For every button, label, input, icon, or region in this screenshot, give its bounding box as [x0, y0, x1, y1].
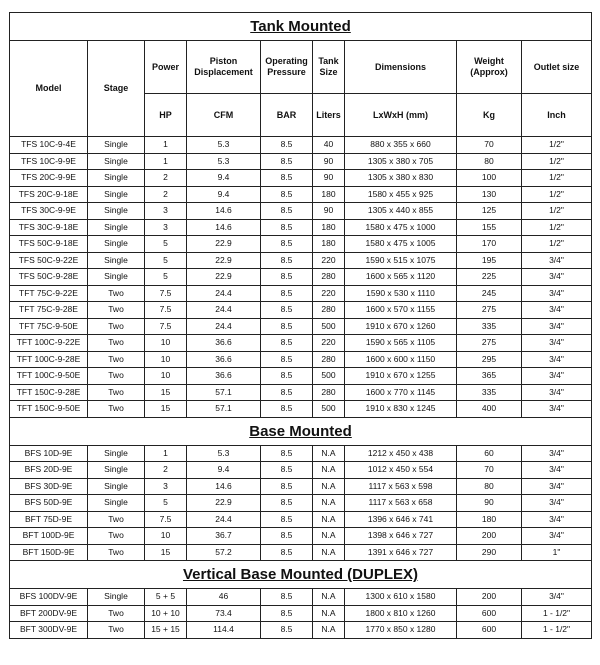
cell-piston: 5.3: [187, 153, 261, 170]
cell-stage: Two: [88, 622, 145, 639]
cell-tank-size: N.A: [313, 495, 345, 512]
cell-dimensions: 1600 x 770 x 1145: [345, 384, 457, 401]
unit-weight: Kg: [457, 94, 522, 137]
cell-pressure: 8.5: [261, 219, 313, 236]
header-pressure: Operating Pressure: [261, 41, 313, 94]
cell-outlet: 3/4": [522, 335, 592, 352]
cell-tank-size: N.A: [313, 528, 345, 545]
cell-outlet: 3/4": [522, 285, 592, 302]
cell-tank-size: 180: [313, 186, 345, 203]
cell-dimensions: 1600 x 565 x 1120: [345, 269, 457, 286]
cell-pressure: 8.5: [261, 622, 313, 639]
section-title-base: Base Mounted: [10, 417, 592, 445]
cell-dimensions: 1600 x 570 x 1155: [345, 302, 457, 319]
spec-table-container: [9, 12, 591, 639]
cell-weight: 100: [457, 170, 522, 187]
table-row: [10, 203, 592, 220]
cell-model: BFT 200DV-9E: [10, 605, 88, 622]
cell-outlet: 3/4": [522, 589, 592, 606]
cell-dimensions: 1770 x 850 x 1280: [345, 622, 457, 639]
cell-tank-size: N.A: [313, 544, 345, 561]
cell-tank-size: 220: [313, 285, 345, 302]
cell-power: 5: [145, 269, 187, 286]
cell-power: 3: [145, 203, 187, 220]
cell-piston: 22.9: [187, 236, 261, 253]
cell-tank-size: 90: [313, 153, 345, 170]
cell-tank-size: 500: [313, 368, 345, 385]
cell-power: 15 + 15: [145, 622, 187, 639]
cell-weight: 200: [457, 589, 522, 606]
cell-tank-size: 280: [313, 351, 345, 368]
cell-dimensions: 1800 x 810 x 1260: [345, 605, 457, 622]
cell-dimensions: 1910 x 830 x 1245: [345, 401, 457, 418]
cell-dimensions: 1305 x 380 x 705: [345, 153, 457, 170]
header-piston: Piston Displacement: [187, 41, 261, 94]
table-row: [10, 351, 592, 368]
cell-tank-size: 280: [313, 384, 345, 401]
cell-model: BFT 100D-9E: [10, 528, 88, 545]
cell-stage: Two: [88, 351, 145, 368]
cell-piston: 14.6: [187, 203, 261, 220]
cell-pressure: 8.5: [261, 335, 313, 352]
cell-power: 15: [145, 384, 187, 401]
cell-pressure: 8.5: [261, 528, 313, 545]
cell-power: 15: [145, 401, 187, 418]
cell-piston: 14.6: [187, 219, 261, 236]
cell-weight: 290: [457, 544, 522, 561]
cell-power: 3: [145, 219, 187, 236]
cell-dimensions: 1590 x 515 x 1075: [345, 252, 457, 269]
compressor-spec-table: [9, 12, 592, 639]
cell-piston: 36.6: [187, 351, 261, 368]
cell-piston: 14.6: [187, 478, 261, 495]
cell-outlet: 1 - 1/2": [522, 622, 592, 639]
cell-power: 7.5: [145, 285, 187, 302]
cell-tank-size: 40: [313, 137, 345, 154]
cell-tank-size: 280: [313, 302, 345, 319]
cell-dimensions: 1590 x 530 x 1110: [345, 285, 457, 302]
cell-outlet: 3/4": [522, 302, 592, 319]
cell-model: BFT 75D-9E: [10, 511, 88, 528]
cell-tank-size: 180: [313, 236, 345, 253]
cell-model: TFS 10C-9-9E: [10, 153, 88, 170]
cell-model: TFT 150C-9-50E: [10, 401, 88, 418]
cell-piston: 9.4: [187, 462, 261, 479]
table-row: [10, 335, 592, 352]
cell-dimensions: 1590 x 565 x 1105: [345, 335, 457, 352]
cell-piston: 24.4: [187, 318, 261, 335]
table-row: [10, 236, 592, 253]
cell-power: 5: [145, 252, 187, 269]
cell-pressure: 8.5: [261, 186, 313, 203]
cell-dimensions: 1398 x 646 x 727: [345, 528, 457, 545]
cell-model: TFT 75C-9-50E: [10, 318, 88, 335]
cell-outlet: 3/4": [522, 401, 592, 418]
cell-weight: 130: [457, 186, 522, 203]
table-row: [10, 622, 592, 639]
cell-piston: 36.6: [187, 335, 261, 352]
cell-outlet: 3/4": [522, 462, 592, 479]
cell-pressure: 8.5: [261, 351, 313, 368]
table-row: [10, 269, 592, 286]
cell-dimensions: 1580 x 455 x 925: [345, 186, 457, 203]
cell-pressure: 8.5: [261, 401, 313, 418]
cell-outlet: 3/4": [522, 511, 592, 528]
cell-piston: 22.9: [187, 495, 261, 512]
cell-weight: 335: [457, 384, 522, 401]
cell-pressure: 8.5: [261, 462, 313, 479]
cell-pressure: 8.5: [261, 605, 313, 622]
cell-stage: Two: [88, 511, 145, 528]
cell-pressure: 8.5: [261, 495, 313, 512]
cell-weight: 90: [457, 495, 522, 512]
cell-power: 10: [145, 351, 187, 368]
table-row: [10, 511, 592, 528]
cell-power: 7.5: [145, 302, 187, 319]
cell-model: TFT 150C-9-28E: [10, 384, 88, 401]
cell-weight: 275: [457, 302, 522, 319]
cell-model: BFS 50D-9E: [10, 495, 88, 512]
cell-outlet: 3/4": [522, 495, 592, 512]
cell-weight: 275: [457, 335, 522, 352]
cell-outlet: 1/2": [522, 203, 592, 220]
cell-model: BFS 20D-9E: [10, 462, 88, 479]
unit-outlet: Inch: [522, 94, 592, 137]
cell-outlet: 1 - 1/2": [522, 605, 592, 622]
cell-power: 1: [145, 137, 187, 154]
cell-weight: 60: [457, 445, 522, 462]
cell-power: 5 + 5: [145, 589, 187, 606]
cell-weight: 600: [457, 622, 522, 639]
cell-outlet: 3/4": [522, 351, 592, 368]
cell-model: TFS 30C-9-9E: [10, 203, 88, 220]
table-row: [10, 285, 592, 302]
unit-dimensions: LxWxH (mm): [345, 94, 457, 137]
cell-dimensions: 1910 x 670 x 1255: [345, 368, 457, 385]
cell-piston: 57.1: [187, 384, 261, 401]
cell-outlet: 3/4": [522, 528, 592, 545]
cell-pressure: 8.5: [261, 203, 313, 220]
cell-power: 10: [145, 528, 187, 545]
cell-piston: 57.1: [187, 401, 261, 418]
cell-weight: 80: [457, 478, 522, 495]
cell-outlet: 3/4": [522, 269, 592, 286]
cell-weight: 335: [457, 318, 522, 335]
table-row: [10, 368, 592, 385]
cell-weight: 70: [457, 462, 522, 479]
cell-outlet: 1": [522, 544, 592, 561]
cell-weight: 125: [457, 203, 522, 220]
cell-weight: 225: [457, 269, 522, 286]
cell-pressure: 8.5: [261, 384, 313, 401]
cell-pressure: 8.5: [261, 589, 313, 606]
cell-stage: Single: [88, 462, 145, 479]
cell-pressure: 8.5: [261, 302, 313, 319]
cell-stage: Single: [88, 219, 145, 236]
cell-pressure: 8.5: [261, 153, 313, 170]
cell-stage: Two: [88, 318, 145, 335]
cell-piston: 24.4: [187, 285, 261, 302]
cell-stage: Two: [88, 528, 145, 545]
cell-stage: Two: [88, 544, 145, 561]
cell-stage: Two: [88, 384, 145, 401]
cell-piston: 22.9: [187, 252, 261, 269]
cell-pressure: 8.5: [261, 511, 313, 528]
cell-pressure: 8.5: [261, 318, 313, 335]
cell-model: TFS 10C-9-4E: [10, 137, 88, 154]
cell-stage: Single: [88, 236, 145, 253]
cell-piston: 57.2: [187, 544, 261, 561]
cell-model: BFS 30D-9E: [10, 478, 88, 495]
cell-outlet: 1/2": [522, 137, 592, 154]
cell-tank-size: N.A: [313, 589, 345, 606]
cell-tank-size: 220: [313, 252, 345, 269]
table-row: [10, 302, 592, 319]
cell-piston: 73.4: [187, 605, 261, 622]
table-row: [10, 252, 592, 269]
cell-outlet: 1/2": [522, 236, 592, 253]
cell-outlet: 3/4": [522, 384, 592, 401]
cell-piston: 24.4: [187, 302, 261, 319]
cell-piston: 24.4: [187, 511, 261, 528]
cell-dimensions: 880 x 355 x 660: [345, 137, 457, 154]
cell-weight: 200: [457, 528, 522, 545]
cell-weight: 70: [457, 137, 522, 154]
cell-power: 5: [145, 236, 187, 253]
cell-tank-size: N.A: [313, 605, 345, 622]
table-row: [10, 495, 592, 512]
cell-stage: Single: [88, 589, 145, 606]
cell-piston: 36.7: [187, 528, 261, 545]
cell-power: 10: [145, 335, 187, 352]
table-row: [10, 445, 592, 462]
cell-dimensions: 1117 x 563 x 598: [345, 478, 457, 495]
cell-stage: Two: [88, 285, 145, 302]
cell-power: 5: [145, 495, 187, 512]
cell-power: 7.5: [145, 318, 187, 335]
cell-dimensions: 1305 x 380 x 830: [345, 170, 457, 187]
cell-tank-size: N.A: [313, 462, 345, 479]
cell-power: 2: [145, 186, 187, 203]
section-title-tank: Tank Mounted: [10, 13, 592, 41]
unit-piston: CFM: [187, 94, 261, 137]
table-row: [10, 384, 592, 401]
cell-piston: 9.4: [187, 186, 261, 203]
section-row: [10, 417, 592, 445]
cell-tank-size: 90: [313, 170, 345, 187]
cell-piston: 9.4: [187, 170, 261, 187]
cell-pressure: 8.5: [261, 236, 313, 253]
cell-dimensions: 1305 x 440 x 855: [345, 203, 457, 220]
header-power: Power: [145, 41, 187, 94]
cell-power: 7.5: [145, 511, 187, 528]
cell-model: TFT 75C-9-22E: [10, 285, 88, 302]
cell-dimensions: 1012 x 450 x 554: [345, 462, 457, 479]
cell-outlet: 3/4": [522, 445, 592, 462]
cell-dimensions: 1580 x 475 x 1000: [345, 219, 457, 236]
cell-tank-size: N.A: [313, 445, 345, 462]
cell-tank-size: 280: [313, 269, 345, 286]
header-row: [10, 41, 592, 94]
cell-outlet: 1/2": [522, 153, 592, 170]
cell-stage: Single: [88, 137, 145, 154]
cell-model: TFS 50C-9-28E: [10, 269, 88, 286]
cell-model: TFT 100C-9-22E: [10, 335, 88, 352]
cell-stage: Two: [88, 335, 145, 352]
cell-tank-size: 500: [313, 318, 345, 335]
unit-power: HP: [145, 94, 187, 137]
cell-outlet: 1/2": [522, 219, 592, 236]
cell-stage: Single: [88, 186, 145, 203]
cell-tank-size: 180: [313, 219, 345, 236]
cell-power: 1: [145, 445, 187, 462]
table-row: [10, 462, 592, 479]
cell-power: 2: [145, 462, 187, 479]
cell-model: BFS 10D-9E: [10, 445, 88, 462]
cell-pressure: 8.5: [261, 478, 313, 495]
cell-stage: Single: [88, 269, 145, 286]
cell-weight: 600: [457, 605, 522, 622]
cell-tank-size: 90: [313, 203, 345, 220]
cell-weight: 170: [457, 236, 522, 253]
cell-pressure: 8.5: [261, 170, 313, 187]
cell-dimensions: 1391 x 646 x 727: [345, 544, 457, 561]
cell-outlet: 3/4": [522, 368, 592, 385]
cell-model: TFS 50C-9-22E: [10, 252, 88, 269]
cell-stage: Single: [88, 153, 145, 170]
cell-tank-size: N.A: [313, 478, 345, 495]
cell-model: TFS 20C-9-18E: [10, 186, 88, 203]
cell-outlet: 1/2": [522, 186, 592, 203]
cell-weight: 245: [457, 285, 522, 302]
table-row: [10, 137, 592, 154]
table-row: [10, 401, 592, 418]
unit-pressure: BAR: [261, 94, 313, 137]
table-row: [10, 170, 592, 187]
cell-stage: Single: [88, 478, 145, 495]
cell-stage: Single: [88, 252, 145, 269]
table-row: [10, 219, 592, 236]
cell-dimensions: 1212 x 450 x 438: [345, 445, 457, 462]
cell-piston: 46: [187, 589, 261, 606]
cell-stage: Two: [88, 368, 145, 385]
cell-stage: Two: [88, 605, 145, 622]
cell-power: 1: [145, 153, 187, 170]
header-stage: Stage: [88, 41, 145, 137]
cell-dimensions: 1117 x 563 x 658: [345, 495, 457, 512]
cell-stage: Single: [88, 445, 145, 462]
cell-dimensions: 1580 x 475 x 1005: [345, 236, 457, 253]
cell-stage: Two: [88, 401, 145, 418]
section-title-vertical: Vertical Base Mounted (DUPLEX): [10, 561, 592, 589]
cell-model: BFT 150D-9E: [10, 544, 88, 561]
table-row: [10, 544, 592, 561]
table-row: [10, 186, 592, 203]
unit-tank-size: Liters: [313, 94, 345, 137]
cell-pressure: 8.5: [261, 368, 313, 385]
cell-power: 2: [145, 170, 187, 187]
cell-weight: 295: [457, 351, 522, 368]
cell-pressure: 8.5: [261, 445, 313, 462]
cell-dimensions: 1396 x 646 x 741: [345, 511, 457, 528]
cell-power: 10: [145, 368, 187, 385]
cell-weight: 180: [457, 511, 522, 528]
table-row: [10, 318, 592, 335]
header-model: Model: [10, 41, 88, 137]
table-row: [10, 589, 592, 606]
header-dimensions: Dimensions: [345, 41, 457, 94]
cell-outlet: 1/2": [522, 170, 592, 187]
cell-stage: Single: [88, 170, 145, 187]
cell-power: 3: [145, 478, 187, 495]
cell-weight: 80: [457, 153, 522, 170]
cell-model: TFS 50C-9-18E: [10, 236, 88, 253]
cell-piston: 5.3: [187, 445, 261, 462]
cell-model: TFS 30C-9-18E: [10, 219, 88, 236]
cell-pressure: 8.5: [261, 137, 313, 154]
cell-model: TFT 75C-9-28E: [10, 302, 88, 319]
header-outlet: Outlet size: [522, 41, 592, 94]
section-row: [10, 13, 592, 41]
cell-outlet: 3/4": [522, 478, 592, 495]
cell-tank-size: 220: [313, 335, 345, 352]
cell-pressure: 8.5: [261, 285, 313, 302]
table-row: [10, 153, 592, 170]
cell-model: BFT 300DV-9E: [10, 622, 88, 639]
cell-model: TFT 100C-9-28E: [10, 351, 88, 368]
table-row: [10, 605, 592, 622]
cell-pressure: 8.5: [261, 269, 313, 286]
table-row: [10, 478, 592, 495]
cell-tank-size: N.A: [313, 511, 345, 528]
cell-piston: 36.6: [187, 368, 261, 385]
cell-dimensions: 1300 x 610 x 1580: [345, 589, 457, 606]
section-row: [10, 561, 592, 589]
cell-pressure: 8.5: [261, 544, 313, 561]
cell-power: 15: [145, 544, 187, 561]
cell-model: TFS 20C-9-9E: [10, 170, 88, 187]
cell-pressure: 8.5: [261, 252, 313, 269]
cell-weight: 365: [457, 368, 522, 385]
cell-model: TFT 100C-9-50E: [10, 368, 88, 385]
cell-dimensions: 1910 x 670 x 1260: [345, 318, 457, 335]
cell-weight: 195: [457, 252, 522, 269]
cell-weight: 400: [457, 401, 522, 418]
cell-outlet: 3/4": [522, 252, 592, 269]
cell-model: BFS 100DV-9E: [10, 589, 88, 606]
cell-piston: 22.9: [187, 269, 261, 286]
cell-piston: 114.4: [187, 622, 261, 639]
cell-tank-size: N.A: [313, 622, 345, 639]
cell-piston: 5.3: [187, 137, 261, 154]
cell-stage: Single: [88, 203, 145, 220]
cell-tank-size: 500: [313, 401, 345, 418]
header-tank-size: Tank Size: [313, 41, 345, 94]
cell-stage: Two: [88, 302, 145, 319]
cell-power: 10 + 10: [145, 605, 187, 622]
cell-outlet: 3/4": [522, 318, 592, 335]
table-row: [10, 528, 592, 545]
header-weight: Weight (Approx): [457, 41, 522, 94]
cell-dimensions: 1600 x 600 x 1150: [345, 351, 457, 368]
cell-stage: Single: [88, 495, 145, 512]
cell-weight: 155: [457, 219, 522, 236]
